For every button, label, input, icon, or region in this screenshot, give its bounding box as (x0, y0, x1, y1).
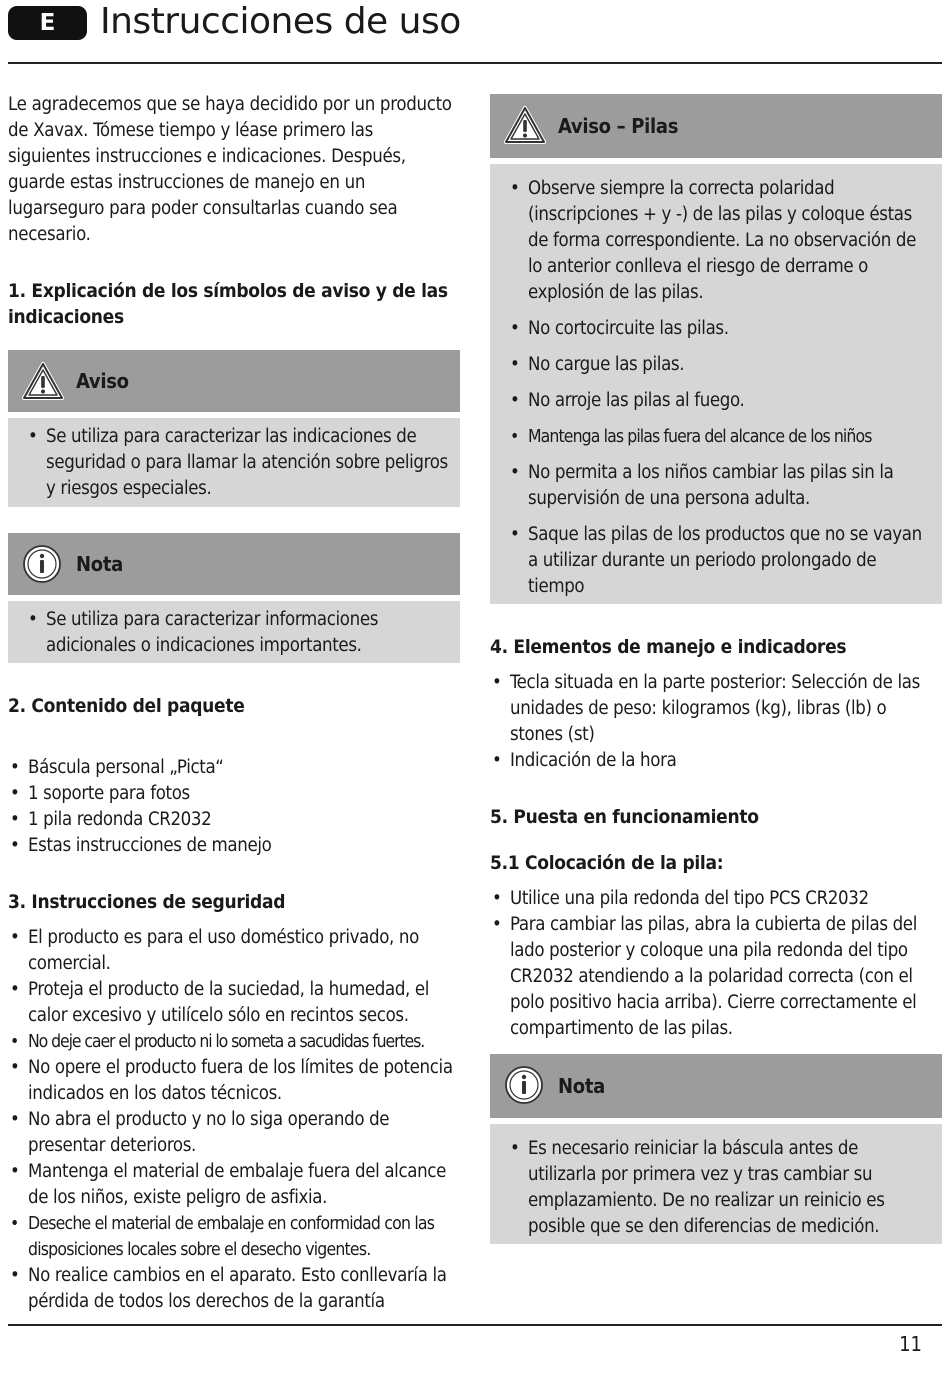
aviso-box-header (8, 350, 460, 412)
aviso-pilas-box-body (490, 164, 942, 604)
nota-box-2-body (490, 1124, 942, 1244)
nota-2-label: Nota (558, 1074, 605, 1098)
safety-list (8, 925, 460, 1315)
section-heading-safety: 3. Instrucciones de seguridad (8, 891, 286, 913)
list-item: • 1 pila redonda CR2032 (8, 807, 460, 833)
page-header (8, 0, 942, 64)
list-item: • Tecla situada en la parte posterior: Selección de las unidades de peso: kilogramos (kg), libras (lb) o stones (st) (490, 670, 942, 748)
aviso-label: Aviso (76, 369, 129, 393)
list-item: • Deseche el material de embalaje en conformidad con las disposiciones locales sobre el desecho vigentes. (8, 1211, 460, 1263)
nota-item: • Se utiliza para caracterizar informaciones adicionales o indicaciones importantes. (26, 607, 448, 659)
warning-triangle-icon (504, 105, 546, 145)
footer-divider (8, 1324, 942, 1326)
battery-list (490, 886, 942, 1042)
header-divider (8, 62, 942, 64)
list-item: • Mantenga el material de embalaje fuera del alcance de los niños, existe peligro de asfixia. (8, 1159, 460, 1211)
aviso-pilas-list (508, 176, 930, 600)
list-item: • Báscula personal „Picta“ (8, 755, 460, 781)
nota-box (8, 533, 460, 663)
controls-list (490, 670, 942, 774)
nota-box-header (8, 533, 460, 595)
warning-triangle-icon (22, 361, 64, 401)
package-contents-list (8, 755, 460, 859)
nota-2-list (508, 1136, 930, 1240)
info-circle-icon (22, 544, 64, 584)
left-column (8, 92, 460, 1315)
nota-box-2 (490, 1054, 942, 1244)
aviso-pilas-label: Aviso – Pilas (558, 114, 679, 138)
list-item: • Saque las pilas de los productos que no se vayan a utilizar durante un periodo prolongado de tiempo (508, 522, 930, 600)
aviso-list (26, 424, 448, 502)
intro-paragraph: Le agradecemos que se haya decidido por un producto de Xavax. Tómese tiempo y léase primero las siguientes instrucciones e indicaciones. Después, guarde estas instrucciones de manejo en un lugarseguro para poder consultarlas cuando sea necesario. (8, 94, 452, 245)
list-item: • No cortocircuite las pilas. (508, 316, 930, 342)
list-item: • Para cambiar las pilas, abra la cubierta de pilas del lado posterior y coloque una pila redonda del tipo CR2032 atendiendo a la polaridad correcta (con el polo positivo hacia arriba). Cierre correctamente el compartimento de las pilas. (490, 912, 942, 1042)
aviso-box-body (8, 418, 460, 507)
section-heading-startup: 5. Puesta en funcionamiento (490, 806, 759, 828)
page-number: 11 (899, 1332, 922, 1356)
aviso-item: • Se utiliza para caracterizar las indicaciones de seguridad o para llamar la atención sobre peligros y riesgos especiales. (26, 424, 448, 502)
list-item: • No cargue las pilas. (508, 352, 930, 378)
aviso-pilas-box-header (490, 94, 942, 158)
nota-label: Nota (76, 552, 123, 576)
page-title: Instrucciones de uso (100, 1, 461, 42)
list-item: • El producto es para el uso doméstico privado, no comercial. (8, 925, 460, 977)
section-heading-battery: 5.1 Colocación de la pila: (490, 852, 724, 874)
list-item: • No opere el producto fuera de los límites de potencia indicados en los datos técnicos. (8, 1055, 460, 1107)
section-heading-controls: 4. Elementos de manejo e indicadores (490, 636, 847, 658)
section-heading-package: 2. Contenido del paquete (8, 695, 245, 717)
list-item: • 1 soporte para fotos (8, 781, 460, 807)
list-item: • Estas instrucciones de manejo (8, 833, 460, 859)
list-item: • No arroje las pilas al fuego. (508, 388, 930, 414)
list-item: • Indicación de la hora (490, 748, 942, 774)
list-item: • Es necesario reiniciar la báscula antes de utilizarla por primera vez y tras cambiar su emplazamiento. De no realizar un reinicio es posible que se den diferencias de medición. (508, 1136, 930, 1240)
info-circle-icon (504, 1065, 546, 1105)
list-item: • No deje caer el producto ni lo someta a sacudidas fuertes. (8, 1029, 460, 1055)
list-item: • Utilice una pila redonda del tipo PCS CR2032 (490, 886, 942, 912)
section-heading-symbols: 1. Explicación de los símbolos de aviso y de las indicaciones (8, 280, 448, 328)
nota-box-body (8, 601, 460, 663)
list-item: • No permita a los niños cambiar las pilas sin la supervisión de una persona adulta. (508, 460, 930, 512)
list-item: • Proteja el producto de la suciedad, la humedad, el calor excesivo y utilícelo sólo en recintos secos. (8, 977, 460, 1029)
nota-list (26, 607, 448, 659)
list-item: • No abra el producto y no lo siga operando de presentar deterioros. (8, 1107, 460, 1159)
right-column (490, 94, 942, 1244)
language-badge: E (8, 6, 87, 40)
list-item: • Observe siempre la correcta polaridad (inscripciones + y -) de las pilas y coloque éstas de forma correspondiente. La no observación de lo anterior conlleva el riesgo de derrame o explosión de las pilas. (508, 176, 930, 306)
aviso-box (8, 350, 460, 507)
aviso-pilas-box (490, 94, 942, 604)
list-item: • Mantenga las pilas fuera del alcance de los niños (508, 424, 930, 450)
list-item: • No realice cambios en el aparato. Esto conllevaría la pérdida de todos los derechos de la garantía (8, 1263, 460, 1315)
nota-box-2-header (490, 1054, 942, 1118)
